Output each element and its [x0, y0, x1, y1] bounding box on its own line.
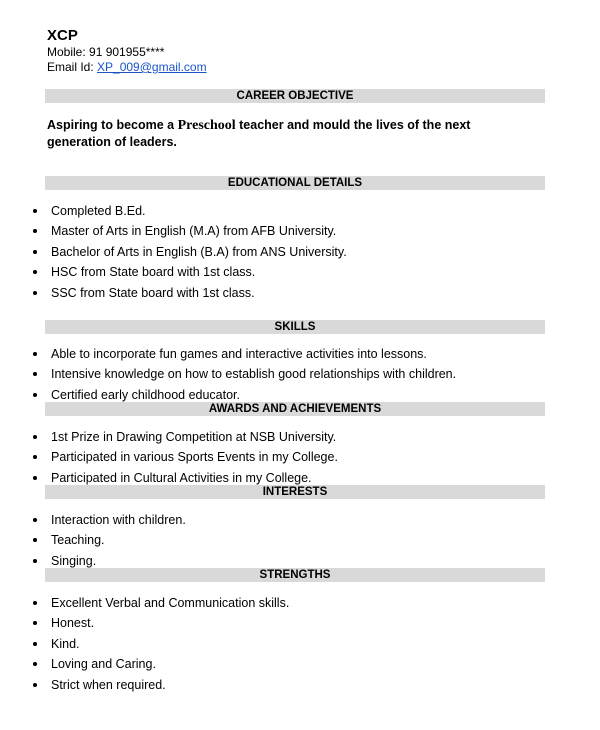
education-list — [30, 203, 570, 305]
bullet-icon — [33, 621, 37, 625]
bullet-icon — [33, 209, 37, 213]
list-item — [30, 429, 570, 449]
list-item-text: Excellent Verbal and Communication skills. — [51, 596, 290, 610]
list-item — [30, 449, 570, 469]
bullet-icon — [33, 683, 37, 687]
objective-text-end: teacher and mould the lives of the next generation of leaders. — [47, 118, 471, 149]
mobile-line — [47, 45, 164, 60]
bullet-icon — [33, 229, 37, 233]
list-item — [30, 532, 570, 552]
career-objective-text — [47, 117, 537, 150]
awards-list — [30, 429, 570, 490]
bullet-icon — [33, 352, 37, 356]
list-item-text: Strict when required. — [51, 677, 166, 692]
skills-list — [30, 346, 570, 407]
bullet-icon — [33, 601, 37, 605]
list-item — [30, 223, 570, 243]
interests-heading: INTERESTS — [45, 485, 545, 499]
skills-heading: SKILLS — [45, 320, 545, 334]
list-item-text: Able to incorporate fun games and interactive activities into lessons. — [51, 347, 427, 361]
strengths-heading: STRENGTHS — [45, 568, 545, 582]
list-item-text: 1st Prize in Drawing Competition at NSB University. — [51, 430, 337, 444]
list-item-text: Participated in Cultural Activities in my College. — [51, 470, 312, 485]
list-item — [30, 203, 570, 223]
list-item-text: Certified early childhood educator. — [51, 387, 241, 402]
list-item — [30, 285, 570, 305]
mobile-label: Mobile: — [47, 45, 86, 59]
list-item-text: Completed B.Ed. — [51, 204, 146, 218]
list-item — [30, 366, 570, 386]
bullet-icon — [33, 372, 37, 376]
interests-list — [30, 512, 570, 573]
list-item-text: Participated in various Sports Events in my College. — [51, 450, 338, 465]
bullet-icon — [33, 642, 37, 646]
resume-name: XCP — [47, 27, 78, 44]
bullet-icon — [33, 455, 37, 459]
bullet-icon — [33, 476, 37, 480]
bullet-icon — [33, 270, 37, 274]
objective-text-emphasis: Preschool — [177, 118, 236, 133]
list-item-text: HSC from State board with 1st class. — [51, 265, 256, 280]
list-item-text: Kind. — [51, 636, 80, 651]
list-item — [30, 677, 570, 697]
list-item-text: Master of Arts in English (M.A) from AFB University. — [51, 224, 337, 239]
bullet-icon — [33, 393, 37, 397]
list-item-text: Teaching. — [51, 533, 105, 548]
awards-heading: AWARDS AND ACHIEVEMENTS — [45, 402, 545, 416]
list-item-text: Intensive knowledge on how to establish good relationships with children. — [51, 367, 457, 382]
email-link[interactable]: XP_009@gmail.com — [97, 60, 207, 74]
list-item — [30, 264, 570, 284]
mobile-value: 91 901955**** — [89, 45, 165, 59]
list-item — [30, 615, 570, 635]
list-item-text: Bachelor of Arts in English (B.A) from ANS University. — [51, 244, 347, 259]
list-item — [30, 656, 570, 676]
objective-text-start: Aspiring to become a — [47, 118, 178, 132]
bullet-icon — [33, 559, 37, 563]
email-line — [47, 60, 207, 75]
career-objective-heading: CAREER OBJECTIVE — [45, 89, 545, 103]
list-item-text: Loving and Caring. — [51, 657, 156, 672]
bullet-icon — [33, 518, 37, 522]
list-item — [30, 346, 570, 366]
bullet-icon — [33, 291, 37, 295]
email-label: Email Id: — [47, 60, 94, 74]
list-item — [30, 244, 570, 264]
bullet-icon — [33, 250, 37, 254]
bullet-icon — [33, 538, 37, 542]
bullet-icon — [33, 435, 37, 439]
list-item-text: Singing. — [51, 553, 97, 568]
list-item-text: Interaction with children. — [51, 513, 186, 527]
strengths-list — [30, 595, 570, 697]
list-item — [30, 512, 570, 532]
list-item — [30, 595, 570, 615]
list-item — [30, 636, 570, 656]
list-item-text: SSC from State board with 1st class. — [51, 285, 255, 300]
list-item-text: Honest. — [51, 616, 95, 631]
education-heading: EDUCATIONAL DETAILS — [45, 176, 545, 190]
bullet-icon — [33, 662, 37, 666]
